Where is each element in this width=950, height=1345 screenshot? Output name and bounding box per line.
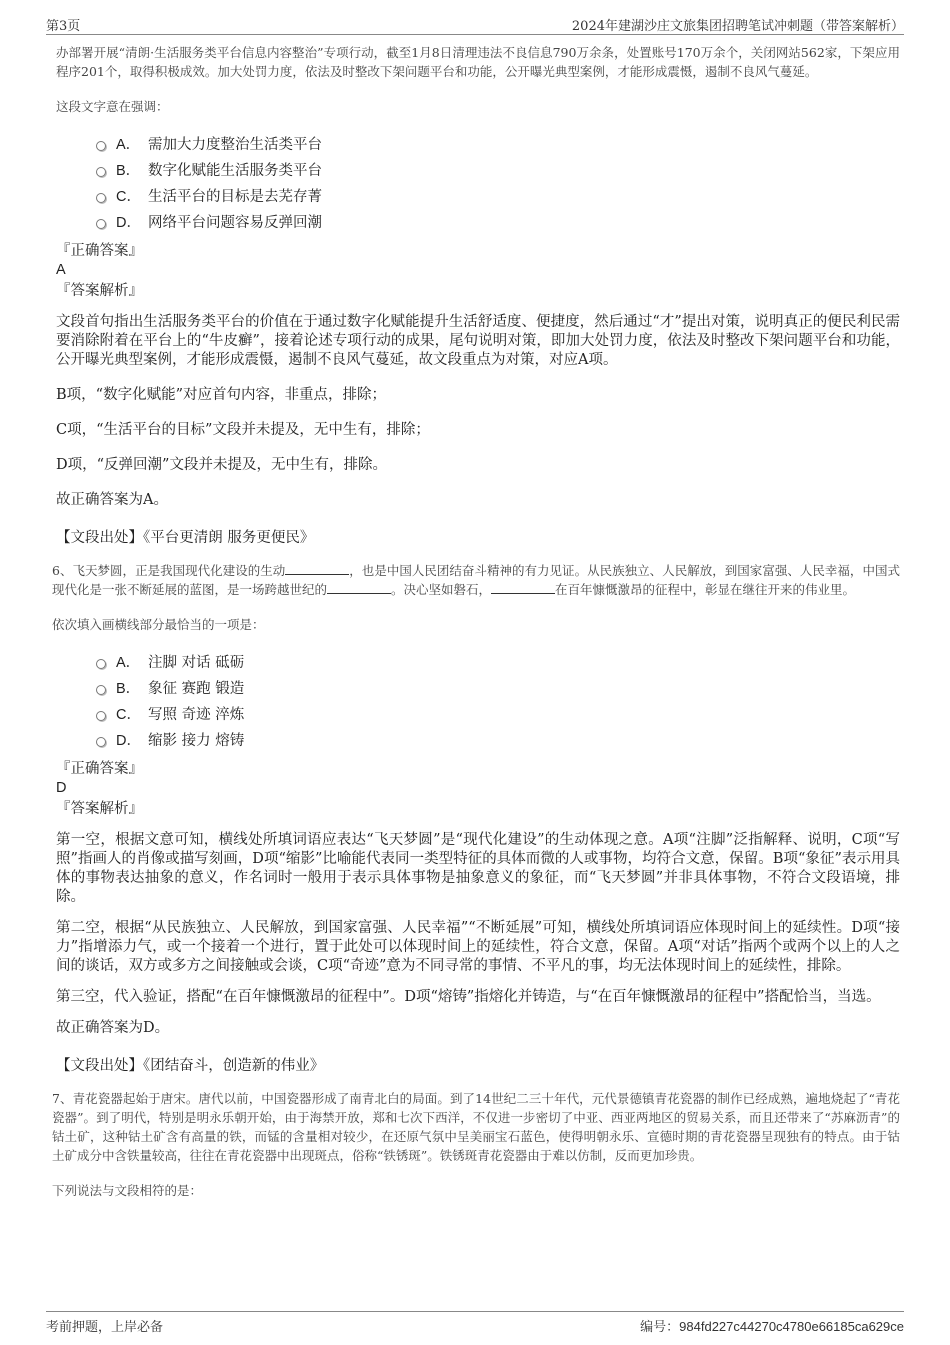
fill-blank <box>285 562 349 575</box>
q6-option-a[interactable]: A． 注脚 对话 砥砺 <box>96 648 900 674</box>
q5-analysis-4: D项，“反弹回潮”文段并未提及，无中生有，排除。 <box>56 457 387 473</box>
q6-option-d[interactable]: D． 缩影 接力 熔铸 <box>96 726 900 752</box>
q6-source: 【文段出处】《团结奋斗，创造新的伟业》 <box>56 1058 325 1074</box>
q6-option-b[interactable]: B． 象征 赛跑 锻造 <box>96 674 900 700</box>
q5-option-b[interactable]: B． 数字化赋能生活服务类平台 <box>96 156 900 182</box>
page-header <box>46 12 904 35</box>
page-footer <box>46 1311 904 1334</box>
radio-icon[interactable] <box>96 219 106 229</box>
q5-answer-heading: 『正确答案』 <box>56 243 143 259</box>
q6-analysis-3: 第三空，代入验证，搭配“在百年慷慨激昂的征程中”。D项“熔铸”指熔化并铸造，与“在百年慷慨激昂的征程中”搭配恰当，当选。 <box>56 989 881 1005</box>
radio-icon[interactable] <box>96 141 106 151</box>
q7-prompt: 下列说法与文段相符的是： <box>52 1183 203 1198</box>
q5-answer: A <box>56 262 66 278</box>
q5-prompt: 这段文字意在强调： <box>56 99 169 114</box>
q6-analysis-4: 故正确答案为D。 <box>56 1020 170 1036</box>
q6-stem: 6、飞天梦圆，正是我国现代化建设的生动 ，也是中国人民团结奋斗精神的有力见证。从民族独立、人民解放，到国家富强、人民幸福，中国式现代化是一张不断延展的蓝图，是一场跨越世纪的 。决心坚如磐石， 在百年慷慨激昂的征程中，彰显在继往开来的伟业里。 <box>52 563 900 597</box>
radio-icon[interactable] <box>96 167 106 177</box>
q5-analysis-2: B项，“数字化赋能”对应首句内容，非重点，排除； <box>56 387 386 403</box>
radio-icon[interactable] <box>96 193 106 203</box>
q5-option-a[interactable]: A． 需加大力度整治生活类平台 <box>96 130 900 156</box>
q6-prompt: 依次填入画横线部分最恰当的一项是： <box>52 617 265 632</box>
page-number: 第3页 <box>46 19 81 34</box>
q7-stem: 7、青花瓷器起始于唐宋。唐代以前，中国瓷器形成了南青北白的局面。到了14世纪二三十年代，元代景德镇青花瓷器的制作已经成熟，遍地烧起了“青花瓷器”。到了明代，特别是明永乐朝开始，由于海禁开放，郑和七次下西洋，不仅进一步密切了中亚、西亚两地区的贸易关系，而且还带来了“苏麻沥青”的钴土矿，这种钴土矿含有高量的铁，而锰的含量相对较少，在还原气氛中呈美丽宝石蓝色，使得明朝永乐、宣德时期的青花瓷器呈现独有的特点。由于钴土矿成分中含铁量较高，往往在青花瓷器中出现斑点，俗称“铁锈斑”。铁锈斑青花瓷器由于难以仿制，反而更加珍贵。 <box>52 1091 900 1163</box>
q5-option-d[interactable]: D． 网络平台问题容易反弹回潮 <box>96 208 900 234</box>
radio-icon[interactable] <box>96 685 106 695</box>
fill-blank <box>491 581 555 594</box>
q6-analysis-1: 第一空，根据文意可知，横线处所填词语应表达“飞天梦圆”是“现代化建设”的生动体现之意。A项“注脚”泛指解释、说明，C项“写照”指画人的肖像或描写刻画，D项“缩影”比喻能代表同一类型特征的具体而微的人或事物，均符合文意，保留。B项“象征”表示用具体的事物表达抽象的意义，作名词时一般用于表示具体事物是抽象意义的象征，而“飞天梦圆”并非具体事物，不符合文段语境，排除。 <box>56 832 900 905</box>
q5-analysis-heading: 『答案解析』 <box>56 283 143 299</box>
document-title: 2024年建湖沙庄文旅集团招聘笔试冲刺题（带答案解析） <box>571 19 904 34</box>
q6-answer: D <box>56 780 67 796</box>
radio-icon[interactable] <box>96 659 106 669</box>
q5-source: 【文段出处】《平台更清朗 服务更便民》 <box>56 530 315 546</box>
q5-analysis-5: 故正确答案为A。 <box>56 492 168 508</box>
q5-option-c[interactable]: C． 生活平台的目标是去芜存菁 <box>96 182 900 208</box>
q5-analysis-3: C项，“生活平台的目标”文段并未提及，无中生有，排除； <box>56 422 430 438</box>
q6-answer-heading: 『正确答案』 <box>56 761 143 777</box>
q5-passage-tail: 办部署开展“清朗·生活服务类平台信息内容整治”专项行动，截至1月8日清理违法不良信息790万余条，处置账号170万余个，关闭网站562家，下架应用程序201个，取得积极成效。加大处罚力度，依法及时整改下架问题平台和功能，公开曝光典型案例，才能形成震慑，遏制不良风气蔓延。 <box>56 45 900 79</box>
q6-analysis-heading: 『答案解析』 <box>56 801 143 817</box>
q6-option-c[interactable]: C． 写照 奇迹 淬炼 <box>96 700 900 726</box>
q5-options <box>96 130 900 234</box>
document-code: 编号：984fd227c44270c4780e66185ca629ce <box>640 1319 904 1335</box>
q5-analysis-1: 文段首句指出生活服务类平台的价值在于通过数字化赋能提升生活舒适度、便捷度，然后通过“才”提出对策，说明真正的便民利民需要消除附着在平台上的“牛皮癣”，接着论述专项行动的成果，尾句说明对策，即加大处罚力度，依法及时整改下架问题平台和功能，公开曝光典型案例，才能形成震慑，遏制不良风气蔓延，故文段重点为对策，对应A项。 <box>56 314 900 368</box>
radio-icon[interactable] <box>96 711 106 721</box>
footer-slogan: 考前押题，上岸必备 <box>46 1320 164 1335</box>
fill-blank <box>327 581 391 594</box>
q6-options <box>96 648 900 752</box>
page-content <box>52 36 900 1200</box>
radio-icon[interactable] <box>96 737 106 747</box>
q6-analysis-2: 第二空，根据“从民族独立、人民解放，到国家富强、人民幸福”“不断延展”可知，横线处所填词语应体现时间上的延续性。D项“接力”指增添力气，或一个接着一个进行，置于此处可以体现时间上的延续性，符合文意，保留。A项“对话”指两个或两个以上的人之间的谈话，双方或多方之间接触或会谈，C项“奇迹”意为不同寻常的事情、不平凡的事，均无法体现时间上的延续性，排除。 <box>56 920 900 974</box>
